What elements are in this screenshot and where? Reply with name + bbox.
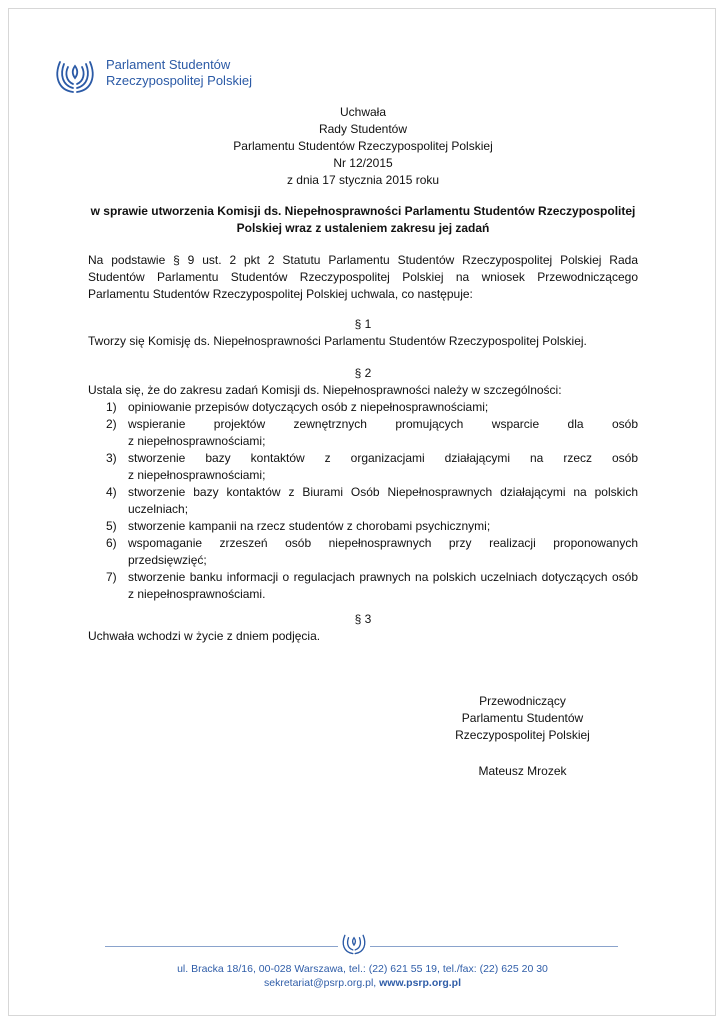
list-item xyxy=(88,569,638,603)
footer-email-link[interactable]: sekretariat@psrp.org.pl, xyxy=(263,977,377,989)
list-item xyxy=(88,450,638,484)
section-3-heading: § 3 xyxy=(354,612,372,626)
list-item-text-cont: uczelniach; xyxy=(128,502,189,516)
list-item-number: 4) xyxy=(106,485,117,499)
list-item-text: stworzenie banku informacji o regulacjach prawnych na polskich uczelniach dotyczących osób xyxy=(128,570,638,584)
footer-address: ul. Bracka 18/16, 00-028 Warszawa, tel.: (22) 621 55 19, tel./fax: (22) 625 20 30 xyxy=(177,963,548,975)
title-line-3: Parlamentu Studentów Rzeczypospolitej Polskiej xyxy=(233,139,493,153)
subject-line-2: Polskiej wraz z ustaleniem zakresu jej zadań xyxy=(236,221,490,235)
header-org-name xyxy=(106,57,252,89)
footer-website-link[interactable]: www.psrp.org.pl xyxy=(379,977,461,989)
list-item xyxy=(88,535,638,569)
list-item-text: stworzenie bazy kontaktów z Biurami Osób Niepełnosprawnych działającymi na polskich xyxy=(128,485,638,499)
list-item-number: 6) xyxy=(106,536,117,550)
footer-emblem-icon xyxy=(340,928,368,956)
header-org-line2: Rzeczypospolitej Polskiej xyxy=(106,73,252,88)
section-1-text: Tworzy się Komisję ds. Niepełnosprawności Parlamentu Studentów Rzeczypospolitej Polskiej. xyxy=(88,334,587,348)
footer-divider-right xyxy=(370,946,618,947)
signature-block xyxy=(440,693,605,780)
section-3 xyxy=(88,611,638,645)
resolution-title xyxy=(88,104,638,189)
section-1 xyxy=(88,316,638,350)
signature-line-3: Rzeczypospolitej Polskiej xyxy=(455,728,590,742)
legal-basis-paragraph: Na podstawie § 9 ust. 2 pkt 2 Statutu Parlamentu Studentów Rzeczypospolitej Polskiej Rada Studentów Parlamentu Studentów Rzeczypospolitej Polskiej na wniosek Przewodniczącego Parlamentu Studentów Rzeczypospolitej Polskiej uchwala, co następuje: xyxy=(88,253,638,301)
resolution-subject xyxy=(88,203,638,237)
list-item xyxy=(88,399,638,416)
list-item-number: 2) xyxy=(106,417,117,431)
list-item-number: 7) xyxy=(106,570,117,584)
list-item-text-cont: z niepełnosprawnościami; xyxy=(128,468,266,482)
list-item xyxy=(88,484,638,518)
list-item-number: 3) xyxy=(106,451,117,465)
title-line-5: z dnia 17 stycznia 2015 roku xyxy=(286,173,440,187)
signature-line-2: Parlamentu Studentów xyxy=(461,711,584,725)
list-item-text-cont: przedsięwzięć; xyxy=(128,553,207,567)
signer-name: Mateusz Mrozek xyxy=(478,764,567,778)
list-item-text-cont: z niepełnosprawnościami. xyxy=(128,587,266,601)
list-item-text: wspomaganie zrzeszeń osób niepełnosprawnych przy realizacji proponowanych xyxy=(128,536,638,550)
tasks-list xyxy=(88,399,638,603)
subject-line-1: w sprawie utworzenia Komisji ds. Niepełnosprawności Parlamentu Studentów Rzeczypospolitej xyxy=(90,204,636,218)
section-1-heading: § 1 xyxy=(354,317,372,331)
section-3-text: Uchwała wchodzi w życie z dniem podjęcia. xyxy=(88,629,321,643)
footer-divider-left xyxy=(105,946,338,947)
list-item-text: stworzenie bazy kontaktów z organizacjami działającymi na rzecz osób xyxy=(128,451,638,465)
title-line-1: Uchwała xyxy=(339,105,387,119)
list-item xyxy=(88,518,638,535)
header-org-line1: Parlament Studentów xyxy=(106,57,231,72)
list-item-text: stworzenie kampanii na rzecz studentów z chorobami psychicznymi; xyxy=(128,519,491,533)
title-line-2: Rady Studentów xyxy=(318,122,408,136)
list-item-number: 1) xyxy=(106,400,117,414)
list-item-text: opiniowanie przepisów dotyczących osób z niepełnosprawnościami; xyxy=(128,400,489,414)
psrp-emblem-icon xyxy=(52,50,98,96)
section-2-heading: § 2 xyxy=(354,366,372,380)
footer-contacts xyxy=(0,976,725,990)
header-logo xyxy=(52,50,252,96)
list-item-number: 5) xyxy=(106,519,117,533)
section-2 xyxy=(88,365,638,603)
section-2-intro: Ustala się, że do zakresu zadań Komisji ds. Niepełnosprawności należy w szczególności: xyxy=(88,383,562,397)
list-item-text: wspieranie projektów zewnętrznych promujących wsparcie dla osób xyxy=(128,417,638,431)
signature-line-1: Przewodniczący xyxy=(479,694,566,708)
title-line-4: Nr 12/2015 xyxy=(333,156,393,170)
list-item-text-cont: z niepełnosprawnościami; xyxy=(128,434,266,448)
list-item xyxy=(88,416,638,450)
